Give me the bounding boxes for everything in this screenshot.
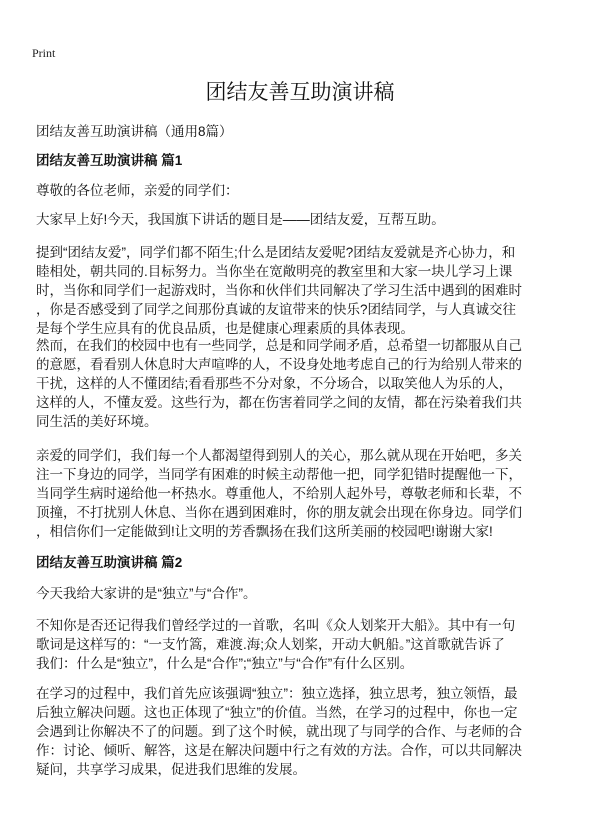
text-line: 不知你是否还记得我们曾经学过的一首歌，名叫《众人划桨开大船》。其中有一句 xyxy=(36,618,516,633)
section-heading-2: 团结友善互助演讲稿 篇2 xyxy=(36,555,183,570)
text-line: ，相信你们一定能做到!让文明的芳香飘扬在我们这所美丽的校园吧!谢谢大家! xyxy=(36,524,493,539)
text-line: 会遇到让你解决不了的问题。到了这个时候，就出现了与同学的合作、与老师的合 xyxy=(36,724,522,739)
text-line: 歌词是这样写的：“一支竹篙，难渡.海;众人划桨，开动大帆船。”这首歌就告诉了 xyxy=(36,637,505,652)
paragraph xyxy=(36,584,566,603)
paragraph xyxy=(36,243,566,338)
section-heading-1: 团结友善互助演讲稿 篇1 xyxy=(36,153,183,168)
text-line: 亲爱的同学们，我们每一个人都渴望得到别人的关心，那么就从现在开始吧，多关 xyxy=(36,448,522,463)
text-line: 当同学生病时递给他一杯热水。尊重他人，不给别人起外号，尊敬老师和长辈，不 xyxy=(36,486,522,501)
text-line: 是每个学生应具有的优良品质，也是健康心理素质的具体表现。 xyxy=(36,321,414,336)
text-line: 注一下身边的同学，当同学有困难的时候主动帮他一把，同学犯错时提醒他一下， xyxy=(36,467,522,482)
text-line: 今天我给大家讲的是“独立”与“合作”。 xyxy=(36,586,257,601)
text-line: ，你是否感受到了同学之间那份真诚的友谊带来的快乐?团结同学，与人真诚交往 xyxy=(36,302,517,317)
text-line: 顶撞，不打扰别人休息、当你在遇到困难时，你的朋友就会出现在你身边。同学们 xyxy=(36,505,522,520)
text-line: 尊敬的各位老师，亲爱的同学们： xyxy=(36,183,239,198)
paragraph xyxy=(36,616,566,673)
text-line: 的意愿，看看别人休息时大声喧哗的人，不设身处地考虑自己的行为给别人带来的 xyxy=(36,357,522,372)
text-line: 同生活的美好环境。 xyxy=(36,414,158,429)
text-line: 我们：什么是“独立”，什么是“合作”;“独立”与“合作”有什么区别。 xyxy=(36,656,414,671)
text-line: 在学习的过程中，我们首先应该强调“独立”：独立选择，独立思考，独立领悟，最 xyxy=(36,686,518,701)
text-line: 疑问，共享学习成果，促进我们思维的发展。 xyxy=(36,762,306,777)
text-line: 这样的人，不懂友爱。这些行为，都在伤害着同学之间的友情，都在污染着我们共 xyxy=(36,395,522,410)
text-line: 时，当你和同学们一起游戏时，当你和伙伴们共同解决了学习生活中遇到的困难时 xyxy=(36,283,522,298)
document-title: 团结友善互助演讲稿 xyxy=(205,81,395,104)
text-line: 后独立解决问题。这也正体现了“独立”的价值。当然，在学习的过程中，你也一定 xyxy=(36,705,518,720)
text-line: 大家早上好!今天，我国旗下讲话的题目是——团结友爱，互帮互助。 xyxy=(36,212,445,227)
paragraph xyxy=(36,684,566,779)
text-line: 睦相处，朝共同的.目标努力。当你坐在宽敞明亮的教室里和大家一块儿学习上课 xyxy=(36,264,513,279)
text-line: 干扰，这样的人不懂团结;看看那些不分对象，不分场合，以取笑他人为乐的人， xyxy=(36,376,513,391)
paragraph xyxy=(36,181,566,200)
document-subtitle: 团结友善互助演讲稿（通用8篇） xyxy=(36,124,233,139)
paragraph xyxy=(36,446,566,541)
text-line: 作：讨论、倾听、解答，这是在解决问题中行之有效的方法。合作，可以共同解决 xyxy=(36,743,522,758)
paragraph xyxy=(36,210,566,229)
text-line: 提到“团结友爱”，同学们都不陌生;什么是团结友爱呢?团结友爱就是齐心协力，和 xyxy=(36,245,516,260)
paragraph xyxy=(36,336,566,431)
text-line: 然而，在我们的校园中也有一些同学，总是和同学闹矛盾，总希望一切都服从自己 xyxy=(36,338,522,353)
print-link[interactable]: Print xyxy=(32,46,56,60)
